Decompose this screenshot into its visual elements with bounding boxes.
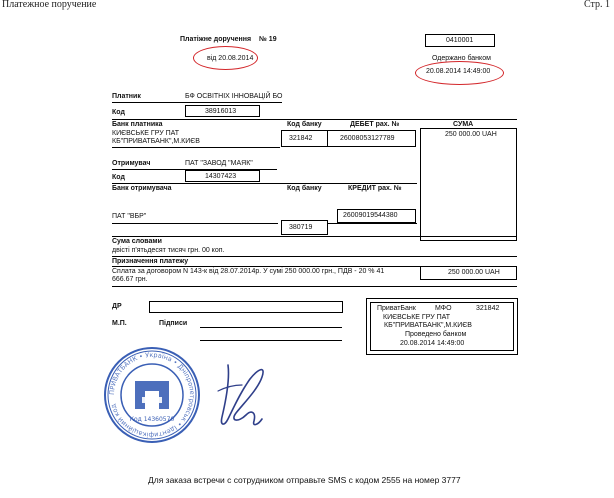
payer-bank-line1: КИЄВСЬКЕ ГРУ ПАТ — [112, 130, 180, 137]
form-code: 0410001 — [446, 37, 474, 44]
mp-label: М.П. — [112, 320, 127, 327]
dr-box — [149, 301, 343, 313]
recipient-name: ПАТ "ЗАВОД "МАЯК" — [185, 160, 253, 167]
payer-label: Платник — [112, 93, 141, 100]
document-title-text: Платіжне доручення — [180, 36, 252, 43]
received-highlight-oval — [415, 61, 504, 85]
payer-code-underline — [112, 119, 517, 120]
recipient-bank-code: 380719 — [289, 224, 313, 231]
recipient-bank-underline — [112, 223, 278, 224]
payer-name: БФ ОСВІТНІХ ІННОВАЦІЙ БО — [185, 93, 283, 100]
bank-stamp-processed-datetime: 20.08.2014 14:49:00 — [400, 340, 465, 347]
purpose-line1: Сплата за договором N 143-к від 28.07.2014р. У сумі 250 000.00 грн., ПДВ - 20 % 41 — [112, 268, 385, 275]
debit-label: ДЕБЕТ рах. № — [350, 121, 400, 128]
date-highlight-oval — [193, 46, 258, 70]
bank-stamp-line2: КИЄВСЬКЕ ГРУ ПАТ — [383, 314, 451, 321]
payer-bank-underline — [112, 147, 280, 148]
payer-bank-code-label: Код банку — [287, 121, 322, 128]
received-label: Одержано банком — [432, 55, 491, 62]
payer-bank-label: Банк платника — [112, 121, 163, 128]
amount-value: 250 000.00 UAH — [445, 131, 497, 138]
purpose-label: Призначення платежу — [112, 258, 189, 265]
words-value: двісті п'ятьдесят тисяч грн. 00 коп. — [112, 247, 225, 254]
seal-ring-text: ПРИВАТБАНК • Україна • Дніпропетровськ • Ідентифікаційний код — [107, 350, 197, 440]
purpose-line2: 666.67 грн. — [112, 276, 148, 283]
signatures-label: Підписи — [159, 320, 188, 327]
words-top-line — [112, 236, 517, 237]
dr-label: ДР — [112, 303, 122, 310]
received-datetime: 20.08.2014 14:49:00 — [426, 68, 491, 75]
bank-stamp-mfo: 321842 — [476, 305, 500, 312]
recipient-bank-code-label: Код банку — [287, 185, 322, 192]
payer-bank-line2: КБ"ПРИВАТБАНК",М.КИЄВ — [112, 138, 200, 145]
recipient-code: 14307423 — [205, 173, 237, 180]
words-label: Сума словами — [112, 238, 162, 245]
bank-stamp-bank: ПриватБанк — [377, 305, 416, 312]
bank-stamp-processed-label: Проведено банком — [405, 331, 467, 338]
credit-underline — [327, 223, 417, 224]
handwritten-signature — [200, 355, 280, 435]
signature-line-1 — [200, 327, 342, 328]
recipient-label: Отримувач — [112, 160, 151, 167]
recipient-bank-name: ПАТ "ВБР" — [112, 213, 147, 220]
privatbank-logo-icon — [135, 381, 169, 409]
recipient-code-underline — [112, 183, 417, 184]
page-header-title: Платежное поручение — [2, 0, 97, 10]
seal-code-text: Код 14360570 — [129, 416, 175, 423]
payer-underline — [112, 102, 282, 103]
payer-code: 38916013 — [205, 108, 237, 115]
recipient-code-label: Код — [112, 174, 125, 181]
document-title — [180, 36, 277, 44]
page-number: Стр. 1 — [583, 0, 610, 10]
bank-stamp-line3: КБ"ПРИВАТБАНК",М.КИЄВ — [384, 322, 472, 329]
amount-box — [420, 128, 517, 241]
payer-code-label: Код — [112, 109, 125, 116]
credit-label: КРЕДИТ рах. № — [348, 185, 402, 192]
debit-account: 26008053127789 — [340, 135, 395, 142]
purpose-bottom-line — [112, 286, 517, 287]
footer-text: Для заказа встречи с сотрудником отправьте SMS с кодом 2555 на номер 3777 — [148, 475, 461, 485]
document-date: від 20.08.2014 — [207, 55, 254, 62]
credit-account: 26009019544380 — [343, 212, 398, 219]
document-number: 19 — [268, 36, 277, 43]
document-number-label: № — [259, 36, 267, 43]
bank-stamp-mfo-label: МФО — [435, 305, 452, 312]
words-bottom-line — [112, 256, 517, 257]
amount-label: СУМА — [453, 121, 474, 128]
signature-line-2 — [200, 340, 342, 341]
payer-bank-code: 321842 — [289, 135, 313, 142]
recipient-bank-label: Банк отримувача — [112, 185, 172, 192]
purpose-amount: 250 000.00 UAH — [448, 269, 500, 276]
bank-seal-stamp — [102, 345, 202, 445]
